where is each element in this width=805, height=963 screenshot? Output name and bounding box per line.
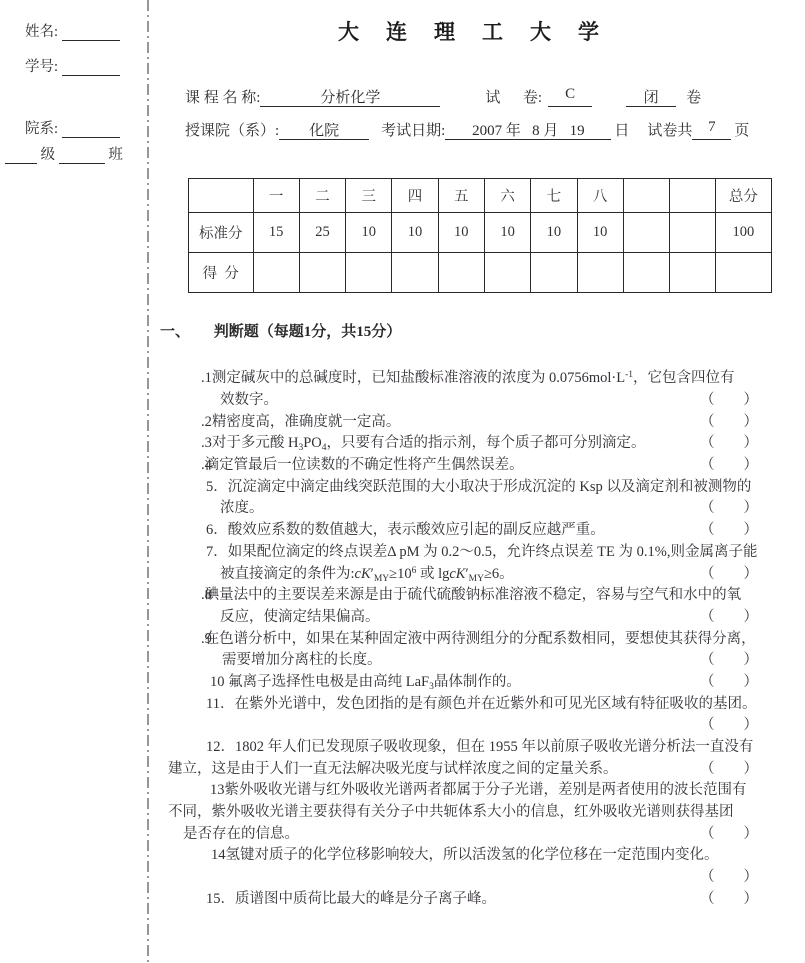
question-10-line-1 [160,670,772,692]
question-14-answer-blank[interactable] [700,865,758,886]
score-col-header [669,179,715,213]
exam-letter-blank: C [548,86,592,107]
student-id-blank[interactable] [62,59,120,76]
question-15-answer-blank[interactable] [700,887,758,908]
paren-close: ） [743,890,758,907]
question-13-line-1 [160,778,772,800]
question-12-line-2 [160,756,772,778]
question-3-answer-blank[interactable] [700,431,758,452]
course-name-blank: 分析化学 [260,86,440,107]
standard-score-cell: 10 [346,213,392,253]
paren-open: （ [700,565,715,582]
question-5-line-2 [160,496,772,518]
standard-score-cell: 15 [253,213,299,253]
obtained-score-cell[interactable] [577,253,623,293]
paren-close: ） [743,608,758,625]
question-13-text: 是否存在的信息。 [183,825,299,842]
question-6-answer-blank[interactable] [700,518,758,539]
question-9-text: .在色谱分析中，如果在某种固定液中两待测组分的分配系数相同，要想使其获得分离， [201,630,756,647]
question-13-text: 13紫外吸收光谱与红外吸收光谱两者都属于分子光谱，差别是两者使用的波长范围有 [210,782,747,799]
question-1-line-2 [160,388,772,410]
paren-close: ） [743,717,758,734]
question-5-text: 5．沉淀滴定中滴定曲线突跃范围的大小取决于形成沉淀的 Ksp 以及滴定剂和被测物的 [206,478,752,495]
name-blank[interactable] [62,24,120,41]
grade-class-field [5,143,123,164]
obtained-score-cell[interactable] [299,253,345,293]
question-6-line-1 [160,518,772,540]
paren-close: ） [743,673,758,690]
paren-close: ） [743,457,758,474]
obtained-score-row-label: 得 分 [189,253,254,293]
course-line [185,86,701,107]
question-1-line-1 [160,366,772,388]
date-blank: 2007 年 8 月 19 [445,119,611,140]
standard-score-cell: 10 [577,213,623,253]
question-14-text: 14氢键对质子的化学位移影响较大，所以活泼氢的化学位移在一定范围内变化。 [211,847,719,864]
question-9-line-1 [160,626,772,648]
question-7-text: 被直接滴定的条件为$:cK'_{MY}\ge 10^6$ 或 $lgcK'_{MY}\ge 6$。 [220,565,514,584]
question-5-text: 浓度。 [220,500,264,517]
question-4-answer-blank[interactable] [700,453,758,474]
paren-open: （ [700,652,715,669]
question-8-answer-blank[interactable] [700,605,758,626]
question-2-answer-blank[interactable] [700,410,758,431]
question-6-text: 6．酸效应系数的数值越大，表示酸效应引起的副反应越严重。 [206,522,605,539]
paren-open: （ [700,500,715,517]
question-9-text: 需要增加分离柱的长度。 [222,652,382,669]
score-table [188,178,772,293]
score-col-header: 七 [531,179,577,213]
question-8-line-1 [160,583,772,605]
question-7-line-2 [160,561,772,583]
grade-label: 级 [40,147,56,163]
class-label: 班 [108,147,123,163]
question-9-answer-blank[interactable] [700,648,758,669]
paren-open: （ [700,890,715,907]
question-13-line-3 [160,821,772,843]
name-label: 姓名: [25,24,59,40]
paren-open: （ [700,673,715,690]
score-col-header: 六 [484,179,530,213]
question-5-answer-blank[interactable] [700,496,758,517]
score-header-row [189,179,772,213]
dept-blank: 化院 [279,119,369,140]
paren-close: ） [743,435,758,452]
exam-label: 试 卷: [485,90,543,106]
info-line [185,119,749,140]
question-11-answer-blank[interactable] [700,713,758,734]
standard-score-cell: 25 [299,213,345,253]
score-col-header [623,179,669,213]
question-14-line-2 [160,865,772,887]
question-12-text: 建立，这是由于人们一直无法解决吸光度与试样浓度之间的定量关系。 [168,760,618,777]
standard-score-cell: 10 [438,213,484,253]
question-3-text: .3对于多元酸 $H_3PO_4$，只要有合适的指示剂，每个质子都可分别滴定。 [201,435,646,454]
question-12-line-1 [160,735,772,757]
question-7-line-1 [160,540,772,562]
question-8-text: 反应，使滴定结果偏高。 [220,608,380,625]
grade-blank[interactable] [5,147,37,164]
department-blank[interactable] [62,121,120,138]
exam-type-suffix: 卷 [686,90,702,106]
question-8-line-2 [160,605,772,627]
paren-open: （ [700,717,715,734]
standard-score-cell: 10 [531,213,577,253]
obtained-score-cell[interactable] [669,253,715,293]
section-title: 判断题（每题1分，共15分） [213,324,402,340]
paren-open: （ [700,825,715,842]
question-5-line-1 [160,474,772,496]
obtained-score-cell[interactable] [438,253,484,293]
obtained-score-cell[interactable] [346,253,392,293]
question-13-answer-blank[interactable] [700,822,758,843]
question-10-answer-blank[interactable] [700,670,758,691]
standard-score-cell [623,213,669,253]
paren-close: ） [743,565,758,582]
standard-score-cell [669,213,715,253]
score-col-header: 四 [392,179,438,213]
score-col-header: 一 [253,179,299,213]
paren-open: （ [700,608,715,625]
question-4-text: .滴定管最后一位读数的不确定性将产生偶然误差。 [201,457,524,474]
paren-close: ） [743,760,758,777]
paren-open: （ [700,869,715,886]
name-field [25,20,120,41]
paren-open: （ [700,413,715,430]
department-field [25,117,120,138]
dept-label: 授课院（系）: [185,123,280,139]
class-blank[interactable] [59,147,105,164]
obtained-score-cell[interactable] [392,253,438,293]
question-11-line-2 [160,713,772,735]
question-4-line-1 [160,453,772,475]
question-1-text: .1测定碱灰中的总碱度时，已知盐酸标准溶液的浓度为 $0.0756mol\cdot L^{-1}$，它包含四位有 [201,370,735,387]
section-heading [160,320,401,341]
obtained-score-cell[interactable] [531,253,577,293]
standard-score-cell: 10 [392,213,438,253]
question-15-text: 15．质谱图中质荷比最大的峰是分子离子峰。 [206,890,496,907]
question-3-line-1 [160,431,772,453]
question-14-line-1 [160,843,772,865]
paren-open: （ [700,522,715,539]
seal-dashed-line [147,0,149,963]
paren-close: ） [743,825,758,842]
score-col-header: 八 [577,179,623,213]
score-col-header: 三 [346,179,392,213]
question-2-line-1 [160,409,772,431]
university-title: 大连理工大学 [338,20,626,44]
obtained-score-cell[interactable] [253,253,299,293]
paren-close: ） [743,522,758,539]
pages-prefix: 试卷共 [647,123,693,139]
standard-score-row-label: 标准分 [189,213,254,253]
question-10-text: 10 氟离子选择性电极是由高纯 LaF$_3$晶体制作的。 [210,673,521,692]
date-suffix: 日 [614,123,630,139]
paren-open: （ [700,435,715,452]
standard-score-cell: 100 [715,213,771,253]
question-1-answer-blank[interactable] [700,388,758,409]
obtained-score-cell[interactable] [715,253,771,293]
paren-open: （ [700,760,715,777]
paren-open: （ [700,457,715,474]
date-label: 考试日期: [381,123,446,139]
question-8-text: .碘量法中的主要误差来源是由于硫代硫酸钠标准溶液不稳定，容易与空气和水中的氧 [201,587,742,604]
paren-close: ） [743,392,758,409]
section-number: 一、 [160,324,191,340]
question-15-line-1 [160,887,772,909]
student-info-panel [0,0,145,963]
question-13-line-2 [160,800,772,822]
score-col-header: 总分 [715,179,771,213]
course-label: 课 程 名 称: [185,90,261,106]
question-12-text: 12．1802 年人们已发现原子吸收现象，但在 1955 年以前原子吸收光谱分析法一直没有 [206,739,754,756]
paren-close: ） [743,413,758,430]
main-content [160,0,772,963]
question-2-text: .2精密度高，准确度就一定高。 [201,413,401,430]
question-12-answer-blank[interactable] [700,757,758,778]
pages-suffix: 页 [734,123,750,139]
score-col-header [189,179,254,213]
question-9-line-2 [160,648,772,670]
score-col-header: 五 [438,179,484,213]
question-1-text: 效数字。 [220,392,278,409]
standard-score-cell: 10 [484,213,530,253]
student-id-label: 学号: [25,59,59,75]
question-11-text: 11．在紫外光谱中，发色团指的是有颜色并在近紫外和可见光区域有特征吸收的基团。 [206,695,757,712]
question-11-line-1 [160,691,772,713]
paren-close: ） [743,869,758,886]
question-7-text: 7．如果配位滴定的终点误差Δ pM 为 0.2～0.5，允许终点误差 TE 为 0.1%,则金属离子能 [206,543,758,560]
obtained-score-cell[interactable] [623,253,669,293]
questions-list [160,366,772,908]
paren-open: （ [700,392,715,409]
pages-blank: 7 [692,119,731,140]
question-7-answer-blank[interactable] [700,562,758,583]
score-col-header: 二 [299,179,345,213]
question-13-text: 不同，紫外吸收光谱主要获得有关分子中共轭体系大小的信息，红外吸收光谱则获得基团 [168,804,734,821]
student-id-field [25,55,120,76]
score-obtained-row [189,253,772,293]
paren-close: ） [743,652,758,669]
department-label: 院系: [25,121,59,137]
paren-close: ） [743,500,758,517]
obtained-score-cell[interactable] [484,253,530,293]
score-standard-row [189,213,772,253]
exam-type-blank: 闭 [626,86,676,107]
